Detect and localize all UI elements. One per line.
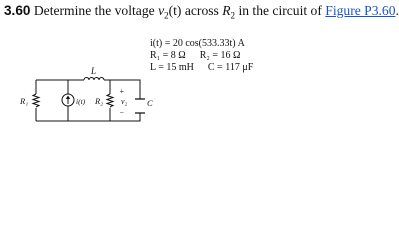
capacitor-label: C [147, 98, 153, 108]
circuit-diagram [0, 0, 350, 133]
r1-label: R₁ [20, 96, 29, 106]
v2-minus-sign: − [119, 108, 125, 117]
problem-text-end: . [395, 3, 399, 18]
current-arrow-head [66, 96, 70, 100]
voltage-var: v [158, 3, 165, 18]
v2-label: v₂ [121, 97, 128, 106]
r2-label: R₂ [95, 96, 104, 106]
l-param: L = 15 mH [150, 62, 194, 73]
voltage-var-arg: (t) [168, 3, 182, 18]
source-param: i(t) = 20 cos(533.33t) A [150, 38, 245, 49]
problem-text-mid: across [181, 3, 223, 18]
c-param: C = 117 μF [207, 62, 254, 73]
voltage-var-sub: 2 [164, 10, 169, 21]
inductor-label: L [91, 66, 97, 76]
resistor-var-sub: 2 [230, 10, 236, 21]
source-label: i(t) [76, 97, 86, 106]
v2-plus-sign: + [119, 87, 125, 96]
r2-resistor [107, 94, 113, 107]
r1-resistor [33, 94, 39, 107]
r1-param: R₁ = 8 Ω [150, 50, 186, 61]
figure-link[interactable]: Figure P3.60 [325, 3, 396, 18]
problem-text-mid2: in the circuit of [235, 3, 326, 18]
resistor-var: R [222, 3, 231, 18]
capacitor [135, 99, 145, 113]
r2-param: R₂ = 16 Ω [199, 50, 241, 61]
problem-number: 3.60 [4, 3, 31, 18]
inductor [84, 78, 104, 81]
problem-text-before: Determine the voltage [30, 3, 159, 18]
